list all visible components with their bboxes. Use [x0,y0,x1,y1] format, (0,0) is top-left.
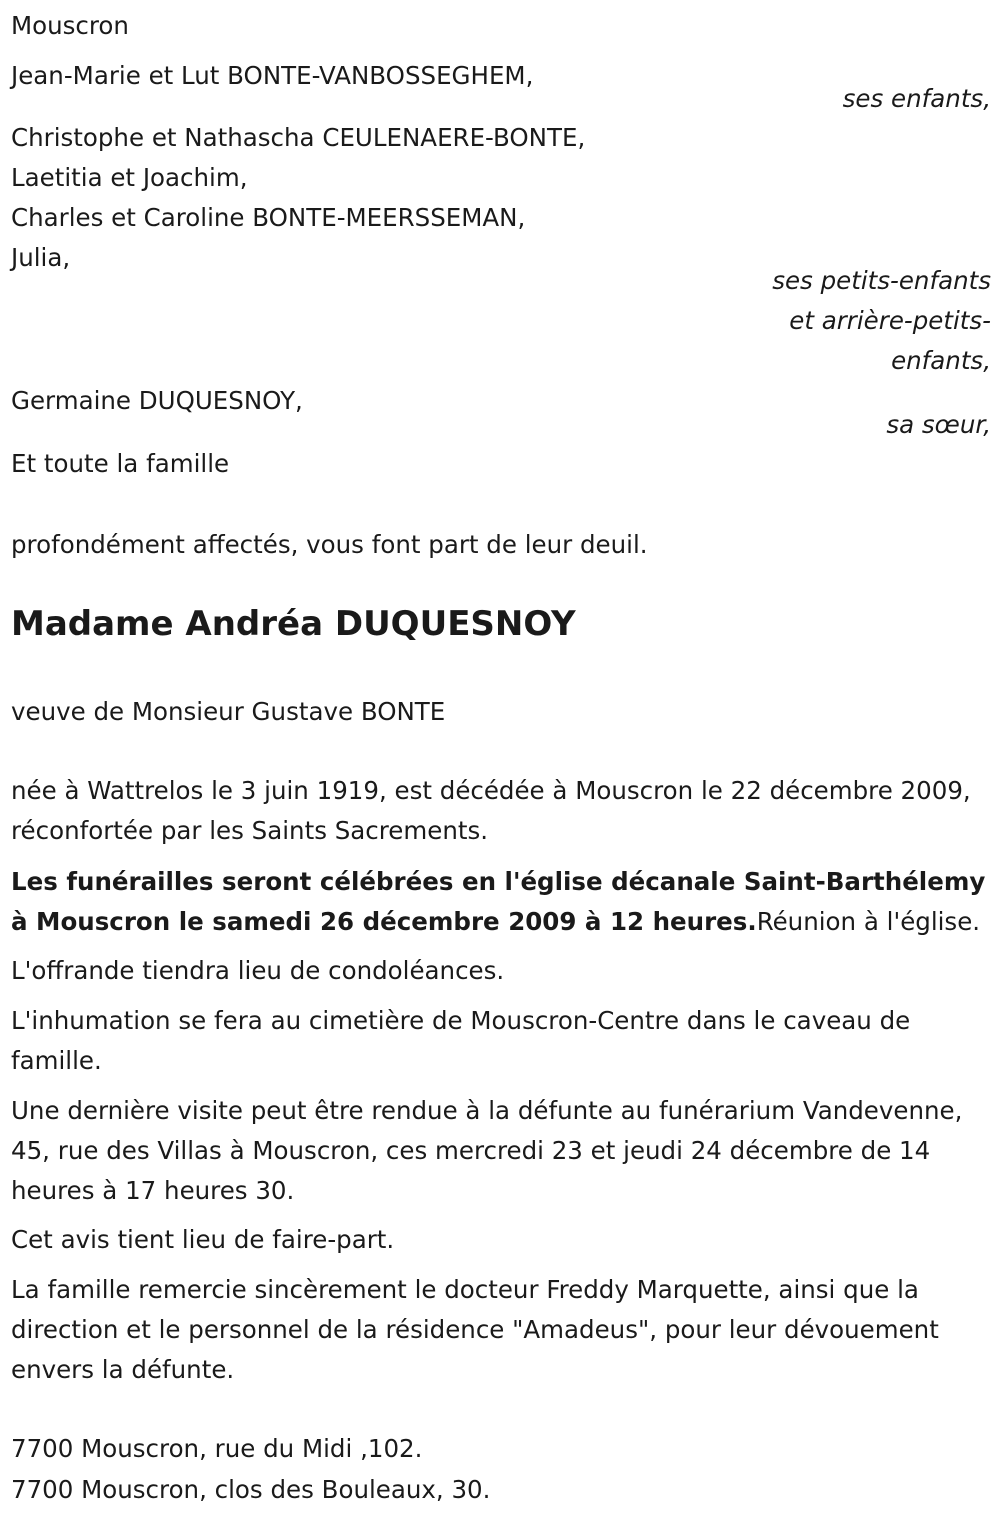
sister-role: sa sœur, [886,410,991,439]
city-heading: Mouscron [11,11,129,40]
burial-text: L'inhumation se fera au cimetière de Mouscron-Centre dans le caveau de famille. [11,1006,911,1075]
grandchild-line-2: Laetitia et Joachim, [11,163,248,192]
offering-text: L'offrande tiendra lieu de condoléances. [11,956,505,985]
whole-family: Et toute la famille [11,449,230,478]
sister-name: Germaine DUQUESNOY, [11,386,303,415]
announcement-text: profondément affectés, vous font part de leur deuil. [11,530,648,559]
birth-death-text: née à Wattrelos le 3 juin 1919, est décédée à Mouscron le 22 décembre 2009, réconfortée par les Saints Sacrements. [11,776,971,845]
notice-text: Cet avis tient lieu de faire-part. [11,1225,395,1254]
grandchildren-role-2: et arrière-petits- [789,306,991,335]
children-role: ses enfants, [842,84,991,113]
funeral-details: Les funérailles seront célébrées en l'église décanale Saint-Barthélemy à Mouscron le samedi 26 décembre 2009 à 12 heures. [11,867,986,936]
funeral-paragraph [11,862,996,942]
funeral-meeting: Réunion à l'église. [756,907,981,936]
grandchildren-role-3: enfants, [891,346,991,375]
deceased-name: Madame Andréa DUQUESNOY [11,604,576,644]
grandchild-line-4: Julia, [11,243,71,272]
grandchildren-role-1: ses petits-enfants [772,266,991,295]
children-names: Jean-Marie et Lut BONTE-VANBOSSEGHEM, [11,61,534,90]
visit-text: Une dernière visite peut être rendue à la défunte au funérarium Vandevenne, 45, rue des Villas à Mouscron, ces mercredi 23 et jeudi 24 décembre de 14 heures à 17 heures 30. [11,1096,963,1205]
thanks-text: La famille remercie sincèrement le docteur Freddy Marquette, ainsi que la direction et le personnel de la résidence "Amadeus", pour leur dévouement envers la défunte. [11,1275,939,1384]
address-line-1: 7700 Mouscron, rue du Midi ,102. [11,1434,423,1463]
widow-of: veuve de Monsieur Gustave BONTE [11,697,446,726]
grandchild-line-1: Christophe et Nathascha CEULENAERE-BONTE, [11,123,586,152]
address-line-2: 7700 Mouscron, clos des Bouleaux, 30. [11,1475,491,1504]
grandchild-line-3: Charles et Caroline BONTE-MEERSSEMAN, [11,203,526,232]
